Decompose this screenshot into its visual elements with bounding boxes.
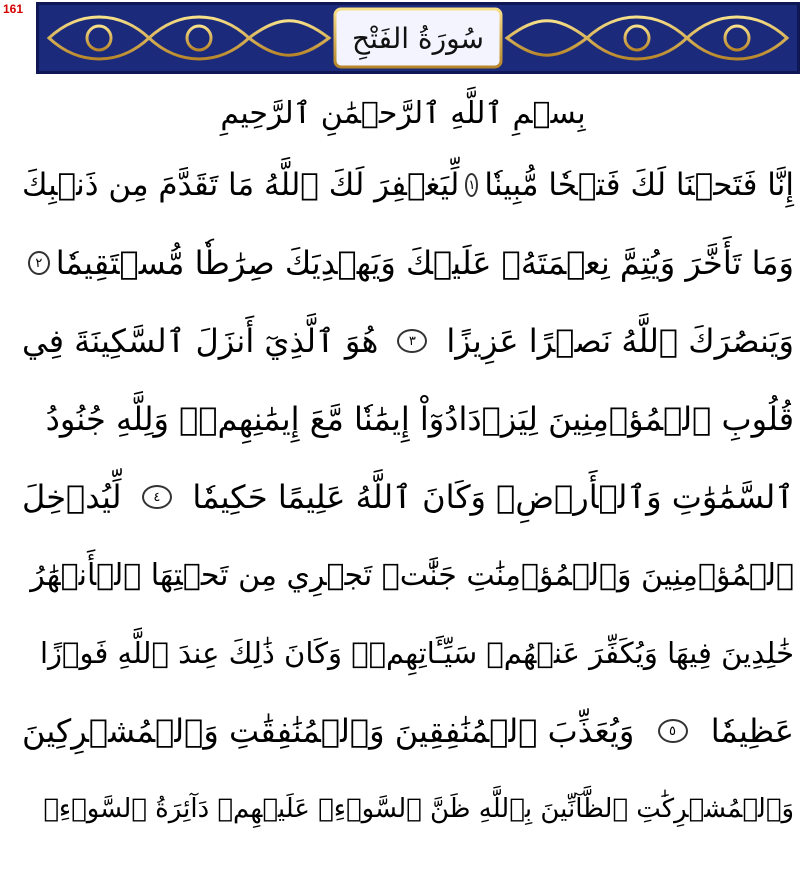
verse-text: لِّيَغۡفِرَ لَكَ ٱللَّهُ مَا تَقَدَّمَ مِن ذَنۢبِكَ — [22, 167, 460, 203]
ayah-number-marker: ٤ — [142, 485, 172, 509]
verse-line — [22, 774, 794, 844]
verse-text: هُوَ ٱلَّذِيٓ أَنزَلَ ٱلسَّكِينَةَ فِي — [22, 322, 379, 360]
verse-text: وَيَنصُرَكَ ٱللَّهُ نَصۡرًا عَزِيزًا — [446, 322, 794, 360]
surah-title: سُورَةُ الفَتْحِ — [352, 21, 485, 55]
verse-line — [22, 306, 794, 376]
verse-line — [22, 696, 794, 766]
ayah-number-marker: ١ — [465, 173, 478, 197]
surah-header-banner — [36, 2, 800, 74]
verse-text: إِنَّا فَتَحۡنَا لَكَ فَتۡحٗا مُّبِينٗا — [484, 167, 794, 203]
verse-text: عَظِيمٗا — [710, 712, 794, 750]
verse-text: ٱلۡمُؤۡمِنِينَ وَٱلۡمُؤۡمِنَٰتِ جَنَّٰتٖ تَجۡرِي مِن تَحۡتِهَا ٱلۡأَنۡهَٰرُ — [30, 557, 794, 593]
basmala: بِسۡمِ ٱللَّهِ ٱلرَّحۡمَٰنِ ٱلرَّحِيمِ — [220, 96, 586, 131]
verse-text: لِّيُدۡخِلَ — [22, 478, 122, 516]
verse-line — [22, 462, 794, 532]
verse-text: وَمَا تَأَخَّرَ وَيُتِمَّ نِعۡمَتَهُۥ عَلَيۡكَ وَيَهۡدِيَكَ صِرَٰطٗا مُّسۡتَقِيمٗا — [55, 244, 794, 282]
verse-text: وَٱلۡمُشۡرِكَٰتِ ٱلظَّآنِّينَ بِٱللَّهِ ظَنَّ ٱلسَّوۡءِۚ عَلَيۡهِمۡ دَآئِرَةُ ٱلسَّوۡءِۖ — [43, 794, 794, 824]
page-number: 161 — [3, 2, 24, 16]
verse-line — [22, 618, 794, 688]
ayah-number-marker: ٥ — [658, 719, 688, 743]
verse-text: خَٰلِدِينَ فِيهَا وَيُكَفِّرَ عَنۡهُمۡ سَيِّـَٔاتِهِمۡۚ وَكَانَ ذَٰلِكَ عِندَ ٱللَّهِ فَوۡزًا — [40, 636, 794, 670]
verse-text: ٱلسَّمَٰوَٰتِ وَٱلۡأَرۡضِۚ وَكَانَ ٱللَّهُ عَلِيمًا حَكِيمٗا — [192, 478, 794, 516]
verse-line — [22, 540, 794, 610]
verse-text: وَيُعَذِّبَ ٱلۡمُنَٰفِقِينَ وَٱلۡمُنَٰفِقَٰتِ وَٱلۡمُشۡرِكِينَ — [22, 712, 635, 750]
verse-text: قُلُوبِ ٱلۡمُؤۡمِنِينَ لِيَزۡدَادُوٓاْ إِيمَٰنٗا مَّعَ إِيمَٰنِهِمۡۗ وَلِلَّهِ جُنُودُ — [45, 400, 794, 438]
verse-line — [22, 384, 794, 454]
ayah-number-marker: ٣ — [397, 329, 427, 353]
verse-line — [22, 150, 794, 220]
ayah-number-marker: ٢ — [28, 251, 50, 275]
verse-line — [22, 228, 794, 298]
